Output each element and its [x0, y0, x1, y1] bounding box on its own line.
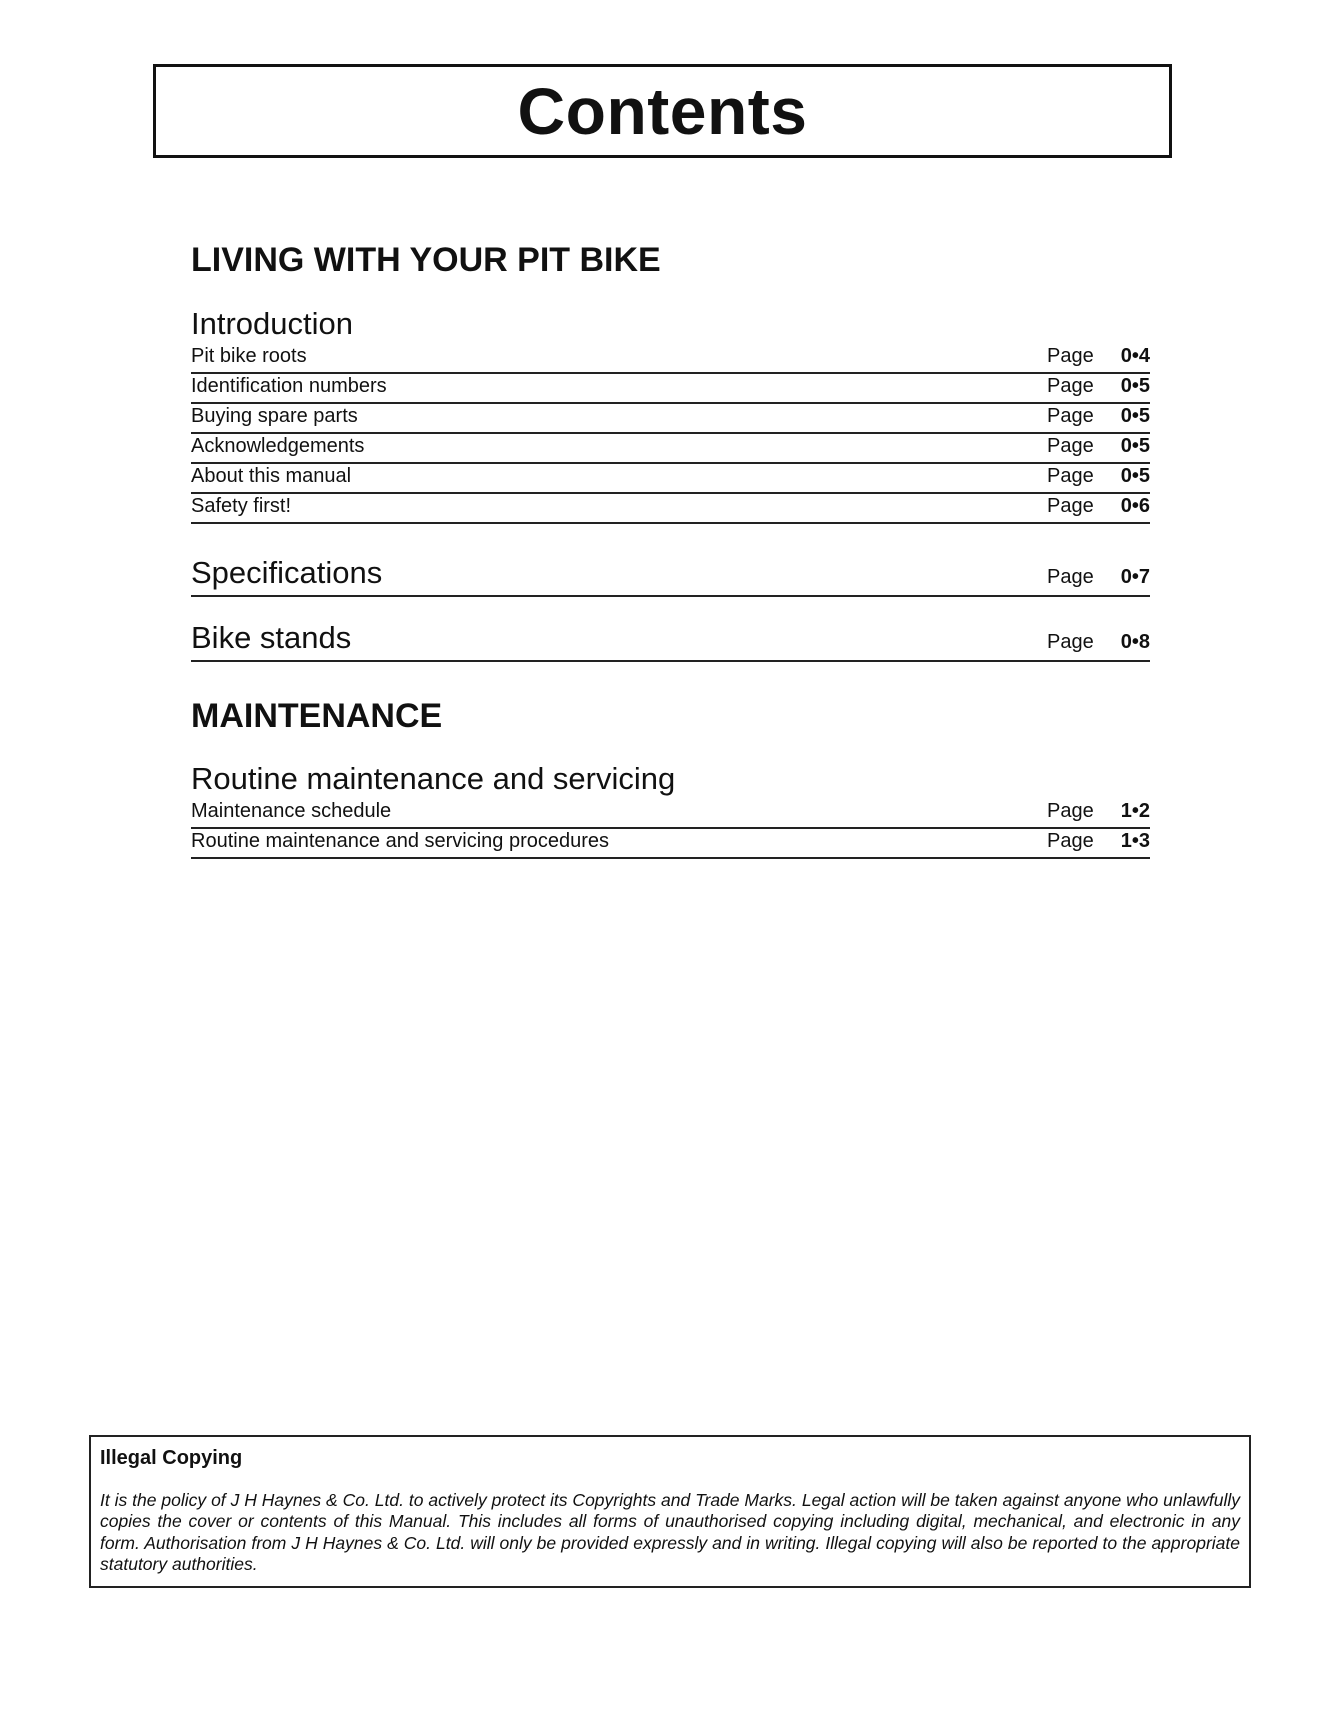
toc-entry-label: Safety first! [191, 494, 292, 517]
toc-entry[interactable] [191, 799, 1150, 829]
toc-page-word: Page [1047, 404, 1094, 427]
toc-page-number: 0•5 [1120, 404, 1150, 427]
toc-entry-specifications[interactable] [191, 552, 1150, 597]
toc-page-number: 0•4 [1120, 344, 1150, 367]
toc-entry[interactable] [191, 464, 1150, 494]
toc-entry-label: Pit bike roots [191, 344, 307, 367]
toc-page-number: 1•2 [1120, 800, 1150, 823]
toc-page-word: Page [1047, 464, 1094, 487]
illegal-copying-notice [89, 1435, 1251, 1588]
toc-page-word: Page [1047, 434, 1094, 457]
toc-page-word: Page [1047, 830, 1094, 853]
toc-entry-bike-stands[interactable] [191, 617, 1150, 662]
toc-page-word: Page [1047, 565, 1094, 588]
page-title: Contents [517, 74, 808, 148]
toc-entry-label: Acknowledgements [191, 434, 365, 457]
toc-page-number: 1•3 [1120, 830, 1150, 853]
toc-page-word: Page [1047, 374, 1094, 397]
part-heading-maintenance: MAINTENANCE [191, 696, 443, 735]
section-heading-specifications: Specifications [191, 555, 383, 591]
notice-text: It is the policy of J H Haynes & Co. Ltd. to actively protect its Copyrights and Trade Marks. Legal action will be taken against anyone who unlawfully copies the cover or contents of this Manual. This includes all forms of unauthorised copying including digital, mechanical, and electronic in any form. Authorisation from J H Haynes & Co. Ltd. will only be provided expressly and in writing. Illegal copying will also be reported to the appropriate statutory authorities. [100, 1490, 1240, 1575]
table-of-contents [191, 240, 1150, 859]
section-heading-bike-stands: Bike stands [191, 620, 352, 656]
toc-entry-label: About this manual [191, 464, 352, 487]
toc-entry[interactable] [191, 404, 1150, 434]
toc-page-number: 0•5 [1120, 374, 1150, 397]
toc-page-word: Page [1047, 800, 1094, 823]
toc-entry[interactable] [191, 829, 1150, 859]
toc-page-word: Page [1047, 344, 1094, 367]
toc-page-number: 0•7 [1120, 565, 1150, 588]
section-heading-introduction: Introduction [191, 305, 353, 341]
part-heading-living: LIVING WITH YOUR PIT BIKE [191, 241, 661, 279]
toc-entry[interactable] [191, 344, 1150, 374]
toc-page-word: Page [1047, 494, 1094, 517]
toc-entry-label: Identification numbers [191, 374, 387, 397]
toc-entry[interactable] [191, 494, 1150, 524]
toc-page-number: 0•6 [1120, 494, 1150, 517]
toc-page-number: 0•8 [1120, 630, 1150, 653]
notice-heading: Illegal Copying [100, 1447, 243, 1469]
section-heading-routine-maintenance: Routine maintenance and servicing [191, 761, 676, 797]
toc-page-number: 0•5 [1120, 464, 1150, 487]
toc-entry[interactable] [191, 374, 1150, 404]
contents-title-box [153, 64, 1172, 158]
toc-entry-label: Routine maintenance and servicing procedures [191, 830, 610, 853]
toc-entry-label: Buying spare parts [191, 404, 358, 427]
toc-page-number: 0•5 [1120, 434, 1150, 457]
toc-entry-label: Maintenance schedule [191, 800, 392, 823]
toc-entry[interactable] [191, 434, 1150, 464]
toc-page-word: Page [1047, 630, 1094, 653]
